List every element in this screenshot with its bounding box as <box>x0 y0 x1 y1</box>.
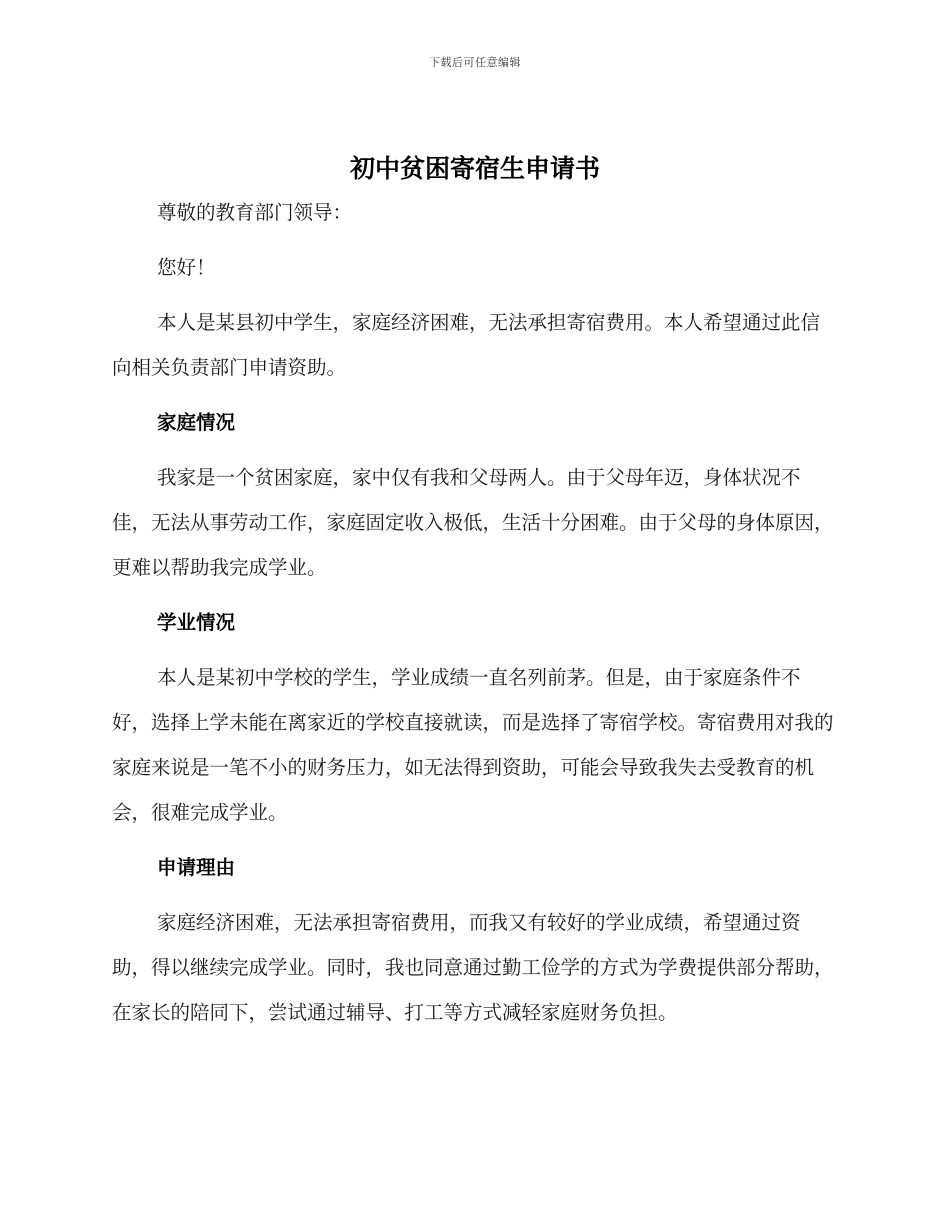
intro-paragraph: 本人是某县初中学生，家庭经济困难，无法承担寄宿费用。本人希望通过此信向相关负责部门申请资助。 <box>112 311 821 379</box>
section-text-reason: 家庭经济困难，无法承担寄宿费用，而我又有较好的学业成绩，希望通过资助，得以继续完成学业。同时，我也同意通过勤工俭学的方式为学费提供部分帮助，在家长的陪同下，尝试通过辅导、打工等方式减轻家庭财务负担。 <box>112 911 834 1024</box>
section-heading-reason: 申请理由 <box>157 856 236 879</box>
salutation: 尊敬的教育部门领导： <box>157 201 353 224</box>
section-text-family: 我家是一个贫困家庭，家中仅有我和父母两人。由于父母年迈，身体状况不佳，无法从事劳动工作，家庭固定收入极低，生活十分困难。由于父母的身体原因，更难以帮助我完成学业。 <box>112 466 834 579</box>
greeting: 您好！ <box>157 256 216 279</box>
page-header-note: 下载后可任意编辑 <box>429 56 521 69</box>
document-title: 初中贫困寄宿生申请书 <box>349 154 600 183</box>
section-heading-study: 学业情况 <box>157 611 236 634</box>
section-text-study: 本人是某初中学校的学生，学业成绩一直名列前茅。但是，由于家庭条件不好，选择上学未能在离家近的学校直接就读，而是选择了寄宿学校。寄宿费用对我的家庭来说是一笔不小的财务压力，如无法得到资助，可能会导致我失去受教育的机会，很难完成学业。 <box>112 666 834 824</box>
section-heading-family: 家庭情况 <box>157 411 236 434</box>
document-body <box>112 190 834 1035</box>
